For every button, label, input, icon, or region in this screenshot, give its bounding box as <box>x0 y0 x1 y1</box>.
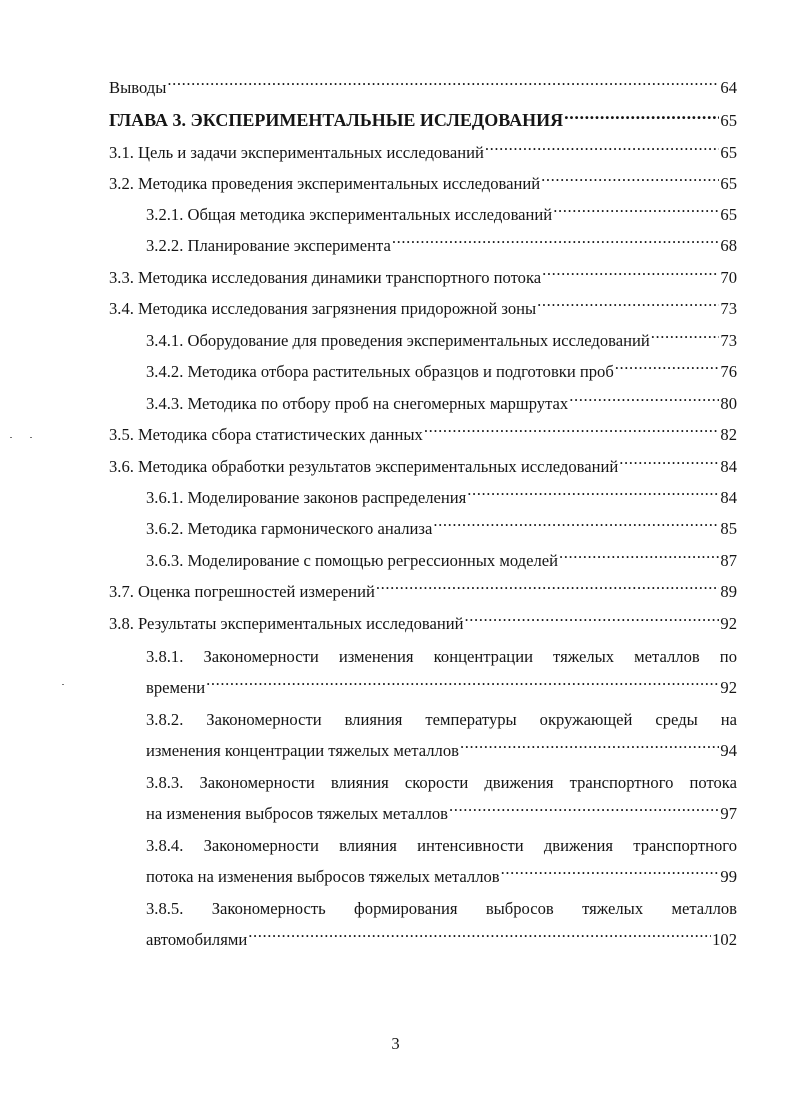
toc-entry-page: 84 <box>720 457 737 476</box>
toc-entry-title: 3.8.1. Закономерности изменения концентрации тяжелых металлов по <box>146 647 737 666</box>
toc-entry-page: 99 <box>720 867 737 886</box>
toc-subentry-line2 <box>146 799 737 829</box>
toc-entry-title: 3.2. Методика проведения экспериментальных исследований <box>109 174 541 193</box>
scan-speck <box>62 684 64 685</box>
toc-entry-title: 3.7. Оценка погрешностей измерений <box>109 582 375 601</box>
toc-entry-title: 3.4.2. Методика отбора растительных образцов и подготовки проб <box>146 362 614 381</box>
dot-leader <box>206 676 719 693</box>
toc-entry-page: 64 <box>720 78 737 97</box>
toc-entry-page: 65 <box>720 174 737 193</box>
toc-entry <box>109 452 737 482</box>
toc-subentry <box>146 357 737 387</box>
dot-leader <box>542 266 719 283</box>
toc-entry-title: 3.2.2. Планирование эксперимента <box>146 236 391 255</box>
toc-entry-title: 3.5. Методика сбора статистических данных <box>109 425 423 444</box>
toc-entry-page: 92 <box>720 678 737 697</box>
dot-leader <box>553 203 719 220</box>
toc-entry-title-continued: на изменения выбросов тяжелых металлов <box>146 804 449 823</box>
dot-leader <box>541 172 719 189</box>
scan-speck <box>30 437 32 438</box>
dot-leader <box>501 865 720 882</box>
dot-leader <box>424 423 720 440</box>
toc-entry-page: 73 <box>720 331 737 350</box>
toc-entry-page: 76 <box>720 362 737 381</box>
dot-leader <box>615 360 720 377</box>
toc-entry-title: Выводы <box>109 78 167 97</box>
toc-entry-title: 3.4. Методика исследования загрязнения придорожной зоны <box>109 299 537 318</box>
toc-entry <box>109 73 737 103</box>
toc-entry-title: 3.1. Цель и задачи экспериментальных исследований <box>109 143 484 162</box>
dot-leader <box>376 580 720 597</box>
toc-entry-title: 3.6.3. Моделирование с помощью регрессионных моделей <box>146 551 558 570</box>
toc-subentry-line2 <box>146 862 737 892</box>
toc-entry-title-continued: времени <box>146 678 206 697</box>
toc-subentry-line1 <box>146 831 737 861</box>
dot-leader <box>619 455 719 472</box>
toc-subentry-line1 <box>146 768 737 798</box>
toc-entry-title: 3.8.4. Закономерности влияния интенсивности движения транспортного <box>146 836 737 855</box>
dot-leader <box>485 141 720 158</box>
toc-subentry <box>146 200 737 230</box>
toc-entry-title: 3.4.3. Методика по отбору проб на снегомерных маршрутах <box>146 394 569 413</box>
toc-entry-page: 65 <box>720 205 737 224</box>
toc-subentry-line2 <box>146 736 737 766</box>
toc-entry-title: 3.3. Методика исследования динамики транспортного потока <box>109 268 542 287</box>
toc-entry <box>109 577 737 607</box>
dot-leader <box>465 612 720 629</box>
dot-leader <box>460 739 719 756</box>
dot-leader <box>433 517 719 534</box>
dot-leader <box>167 76 719 93</box>
toc-entry <box>109 169 737 199</box>
toc-entry-page: 70 <box>720 268 737 287</box>
toc-entry-title: 3.2.1. Общая методика экспериментальных исследований <box>146 205 553 224</box>
toc-subentry <box>146 514 737 544</box>
scan-speck <box>10 437 12 438</box>
toc-entry-page: 82 <box>720 425 737 444</box>
toc-entry-page: 73 <box>720 299 737 318</box>
toc-entry-page: 89 <box>720 582 737 601</box>
dot-leader <box>537 297 719 314</box>
toc-subentry-line2 <box>146 673 737 703</box>
toc-subentry <box>146 546 737 576</box>
toc-subentry-line1 <box>146 894 737 924</box>
toc-entry-title: 3.6. Методика обработки результатов экспериментальных исследований <box>109 457 619 476</box>
toc-subentry <box>146 326 737 356</box>
dot-leader <box>248 928 711 945</box>
toc-chapter-heading <box>109 105 737 135</box>
toc-entry-title: 3.6.2. Методика гармонического анализа <box>146 519 433 538</box>
toc-subentry-line1 <box>146 705 737 735</box>
toc-entry-title: 3.4.1. Оборудование для проведения экспериментальных исследований <box>146 331 650 350</box>
toc-entry-page: 84 <box>720 488 737 507</box>
toc-entry-page: 94 <box>720 741 737 760</box>
toc-entry-title-continued: автомобилями <box>146 930 248 949</box>
page-number: 3 <box>391 1034 400 1053</box>
toc-entry-page: 65 <box>720 143 737 162</box>
toc-entry-title: 3.8.3. Закономерности влияния скорости движения транспортного потока <box>146 773 737 792</box>
toc-entry <box>109 294 737 324</box>
dot-leader <box>564 108 719 126</box>
toc-entry-page: 87 <box>720 551 737 570</box>
dot-leader <box>392 234 720 251</box>
toc-entry-title-continued: потока на изменения выбросов тяжелых металлов <box>146 867 500 886</box>
toc-entry <box>109 263 737 293</box>
toc-subentry-line2 <box>146 925 737 955</box>
toc-entry-page: 65 <box>720 111 737 130</box>
toc-entry-page: 68 <box>720 236 737 255</box>
toc-entry-title-continued: изменения концентрации тяжелых металлов <box>146 741 459 760</box>
toc-subentry <box>146 231 737 261</box>
toc-entry <box>109 420 737 450</box>
toc-entry <box>109 138 737 168</box>
dot-leader <box>449 802 719 819</box>
toc-entry-title: 3.8. Результаты экспериментальных исследований <box>109 614 464 633</box>
toc-entry-page: 92 <box>720 614 737 633</box>
toc-entry-title: ГЛАВА 3. ЭКСПЕРИМЕНТАЛЬНЫЕ ИСЛЕДОВАНИЯ <box>109 110 564 130</box>
dot-leader <box>467 486 719 503</box>
toc-subentry <box>146 389 737 419</box>
toc-entry-title: 3.6.1. Моделирование законов распределения <box>146 488 467 507</box>
toc-entry-title: 3.8.2. Закономерности влияния температуры окружающей среды на <box>146 710 737 729</box>
toc-entry-page: 85 <box>720 519 737 538</box>
dot-leader <box>569 392 719 409</box>
toc-entry <box>109 609 737 639</box>
toc-subentry <box>146 483 737 513</box>
dot-leader <box>651 329 720 346</box>
toc-subentry-line1 <box>146 642 737 672</box>
toc-entry-page: 102 <box>712 930 737 949</box>
toc-entry-title: 3.8.5. Закономерность формирования выбросов тяжелых металлов <box>146 899 737 918</box>
dot-leader <box>559 549 719 566</box>
toc-entry-page: 80 <box>720 394 737 413</box>
toc-entry-page: 97 <box>720 804 737 823</box>
